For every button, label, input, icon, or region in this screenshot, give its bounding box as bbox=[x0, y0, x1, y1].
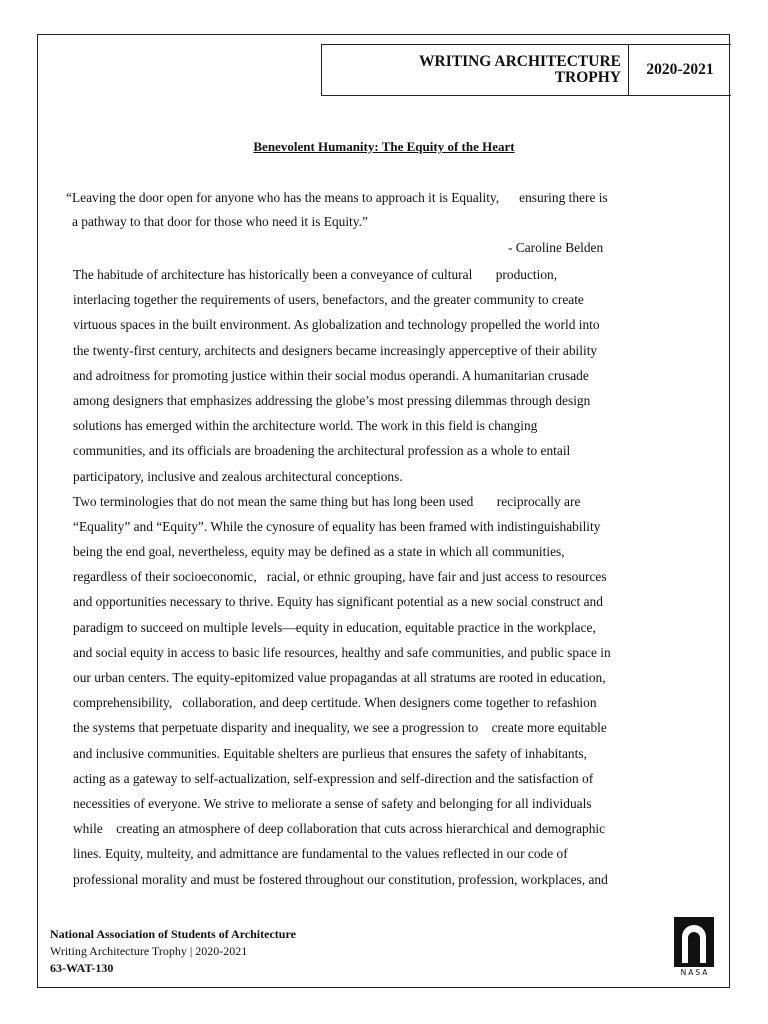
body-line: “Equality” and “Equity”. While the cynosure of equality has been framed with indistinguishability bbox=[73, 518, 601, 534]
essay-body bbox=[73, 262, 703, 892]
body-line: necessities of everyone. We strive to meliorate a sense of safety and belonging for all individuals bbox=[73, 795, 592, 811]
quote-line: “Leaving the door open for anyone who has the means to approach it is Equality, ensuring there is bbox=[66, 190, 608, 205]
quote-line: a pathway to that door for those who need it is Equity.” bbox=[72, 214, 368, 229]
header-box bbox=[321, 44, 731, 96]
body-line: Two terminologies that do not mean the same thing but has long been used reciprocally are bbox=[73, 493, 581, 509]
body-line: participatory, inclusive and zealous architectural conceptions. bbox=[73, 468, 403, 484]
body-line: while creating an atmosphere of deep collaboration that cuts across hierarchical and demographic bbox=[73, 821, 606, 837]
body-line: comprehensibility, collaboration, and deep certitude. When designers come together to refashion bbox=[73, 695, 597, 711]
body-line: our urban centers. The equity-epitomized value propagandas at all stratums are rooted in education, bbox=[73, 670, 606, 685]
essay-title: Benevolent Humanity: The Equity of the Heart bbox=[253, 139, 515, 154]
quote-attribution: - Caroline Belden bbox=[508, 240, 604, 255]
body-line: being the end goal, nevertheless, equity may be defined as a state in which all communities, bbox=[73, 544, 565, 560]
body-line: virtuous spaces in the built environment. As globalization and technology propelled the world into bbox=[73, 317, 600, 333]
body-line: and inclusive communities. Equitable shelters are purlieus that ensures the safety of inhabitants, bbox=[73, 745, 587, 761]
quote bbox=[66, 186, 706, 234]
body-line: communities, and its officials are broadening the architectural profession as a whole to entail bbox=[73, 443, 571, 459]
body-line: professional morality and must be fostered throughout our constitution, profession, workplaces, and bbox=[73, 871, 608, 887]
footer-code: 63-WAT-130 bbox=[50, 961, 114, 975]
body-line: interlacing together the requirements of users, benefactors, and the greater community to create bbox=[73, 292, 584, 308]
body-line: the twenty-first century, architects and designers became increasingly apperceptive of their ability bbox=[73, 342, 598, 358]
footer-subtitle: Writing Architecture Trophy | 2020-2021 bbox=[50, 944, 248, 958]
body-line: and social equity in access to basic life resources, healthy and safe communities, and public space in bbox=[73, 644, 611, 660]
body-line: paradigm to succeed on multiple levels—equity in education, equitable practice in the workplace, bbox=[73, 619, 596, 635]
body-line: among designers that emphasizes addressing the globe’s most pressing dilemmas through design bbox=[73, 392, 591, 408]
body-line: the systems that perpetuate disparity and inequality, we see a progression to create more equitable bbox=[73, 720, 607, 736]
footer-organization: National Association of Students of Architecture bbox=[50, 927, 296, 941]
header-title-line1: WRITING ARCHITECTURE bbox=[419, 53, 621, 70]
body-line: and adroitness for promoting justice within their social modus operandi. A humanitarian crusade bbox=[73, 367, 589, 383]
header-title-line2: TROPHY bbox=[554, 69, 621, 86]
header-year: 2020-2021 bbox=[646, 61, 714, 78]
logo-text: NASA bbox=[680, 968, 710, 977]
body-line: lines. Equity, multeity, and admittance are fundamental to the values reflected in our code of bbox=[73, 846, 568, 862]
body-line: The habitude of architecture has historically been a conveyance of cultural production, bbox=[73, 267, 558, 282]
body-line: solutions has emerged within the architecture world. The work in this field is changing bbox=[73, 418, 538, 434]
body-line: acting as a gateway to self-actualization, self-expression and self-direction and the satisfaction of bbox=[73, 770, 594, 786]
body-line: and opportunities necessary to thrive. Equity has significant potential as a new social construct and bbox=[73, 594, 603, 610]
footer bbox=[50, 926, 296, 977]
header-title bbox=[322, 45, 629, 95]
body-line: regardless of their socioeconomic, racial, or ethnic grouping, have fair and just access to resources bbox=[73, 569, 607, 585]
